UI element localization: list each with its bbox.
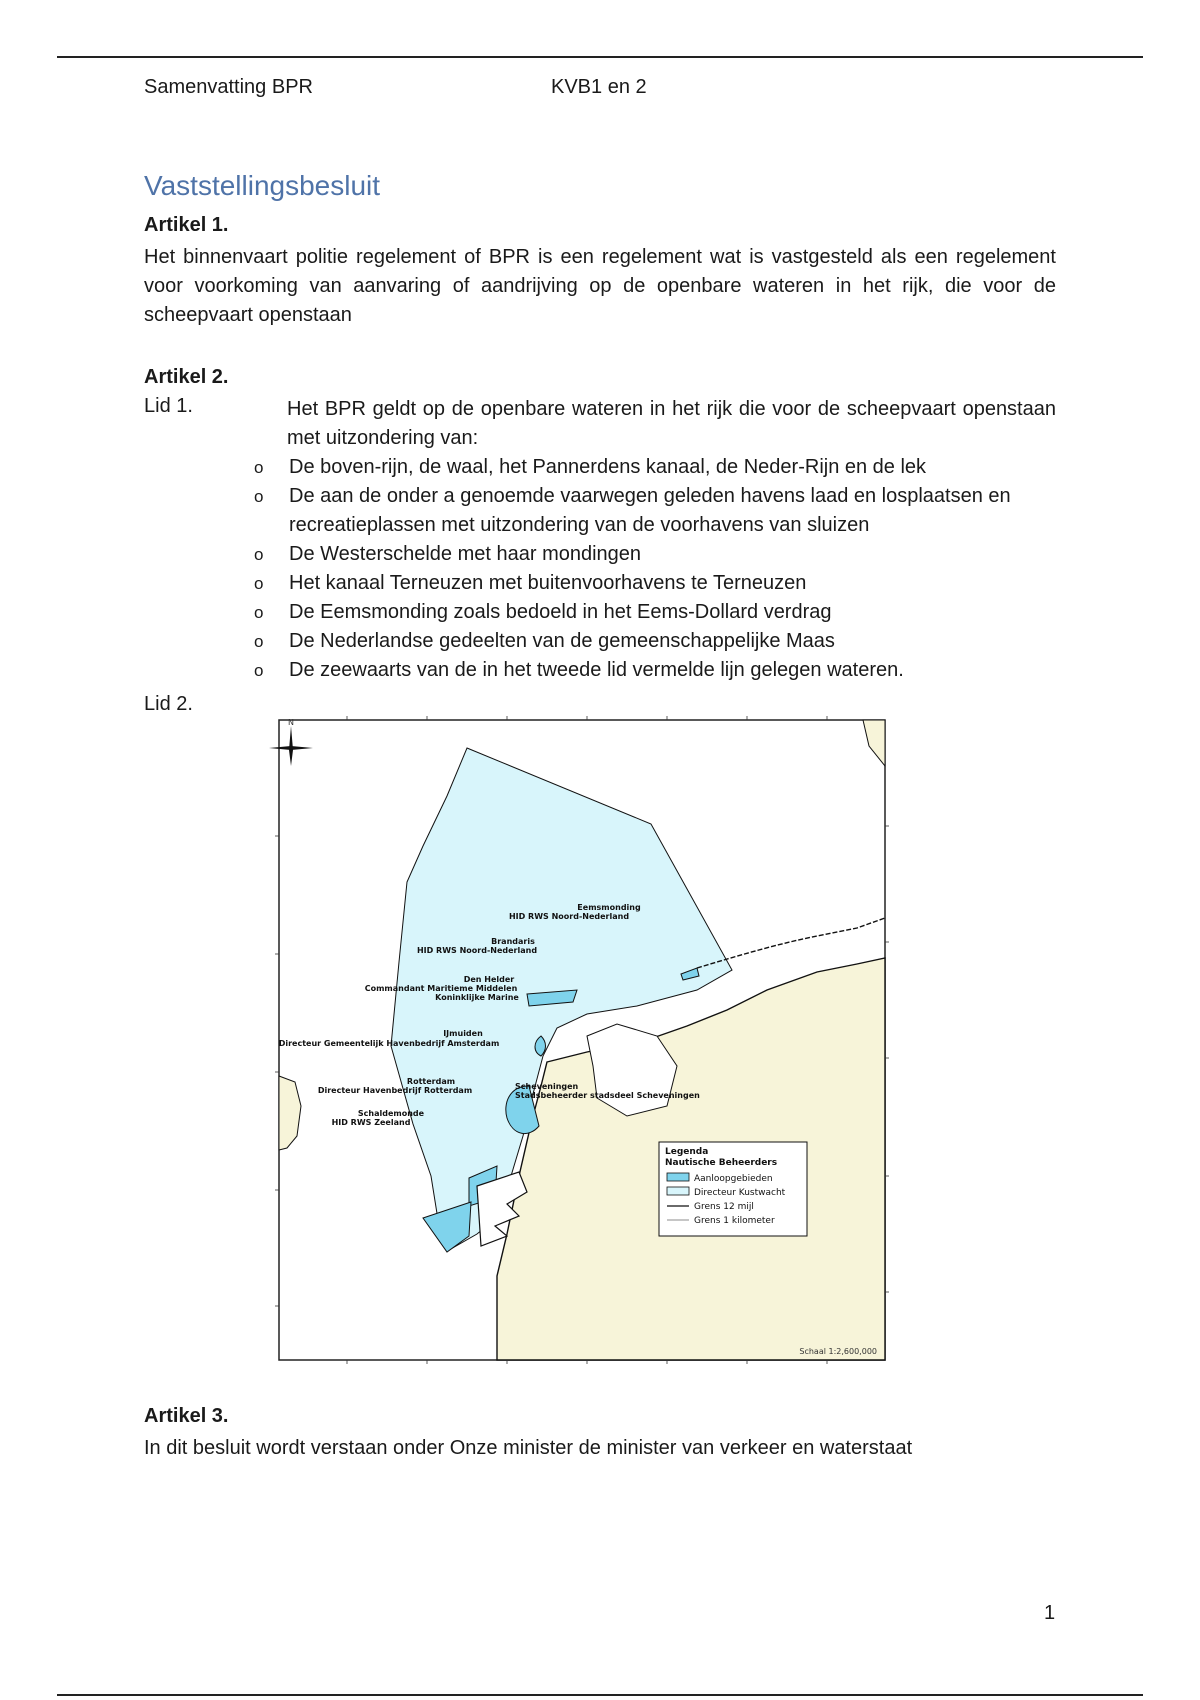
exception-text: De Eemsmonding zoals bedoeld in het Eems-Dollard verdrag — [289, 601, 832, 623]
legend-item: Grens 1 kilometer — [694, 1216, 775, 1226]
header-document-title: Samenvatting BPR — [144, 76, 313, 98]
map-label: Directeur Havenbedrijf Rotterdam — [317, 1086, 473, 1095]
map-label: Scheveningen — [515, 1082, 579, 1091]
bullet-icon: o — [254, 487, 264, 506]
artikel-1-heading: Artikel 1. — [144, 214, 229, 236]
map-label: Commandant Maritieme Middelen — [364, 984, 518, 993]
exception-text: De boven-rijn, de waal, het Pannerdens kanaal, de Neder-Rijn en de lek — [289, 456, 927, 478]
map-scale: Schaal 1:2,600,000 — [799, 1347, 877, 1356]
exception-text: De Nederlandse gedeelten van de gemeenschappelijke Maas — [289, 630, 835, 652]
header-course-label: KVB1 en 2 — [551, 76, 647, 98]
map-legend — [659, 1142, 807, 1236]
legend-item: Grens 12 mijl — [694, 1202, 754, 1212]
map-label: HID RWS Zeeland — [331, 1118, 411, 1127]
header-rule — [57, 56, 1143, 58]
exception-text: De zeewaarts van de in het tweede lid vermelde lijn gelegen wateren. — [289, 659, 904, 681]
lid-1-text: Het BPR geldt op de openbare wateren in het rijk die voor de scheepvaart openstaan met uitzondering van: — [287, 398, 1056, 449]
nautical-authorities-map — [257, 706, 899, 1368]
artikel-2-heading: Artikel 2. — [144, 366, 229, 388]
lid-1-label: Lid 1. — [144, 395, 193, 417]
bullet-icon: o — [254, 661, 264, 680]
legend-title: Legenda — [665, 1147, 709, 1157]
bullet-icon: o — [254, 574, 264, 593]
legend-item: Directeur Kustwacht — [694, 1188, 786, 1198]
list-item — [250, 540, 1056, 569]
bullet-icon: o — [254, 603, 264, 622]
list-item — [250, 627, 1056, 656]
map-label: Stadsbeheerder stadsdeel Scheveningen — [515, 1091, 700, 1100]
page-number: 1 — [1044, 1602, 1056, 1624]
map-label: Eemsmonding — [577, 903, 641, 912]
map-label: Den Helder — [463, 975, 515, 984]
map-label: Koninklijke Marine — [435, 993, 519, 1002]
map-label: IJmuiden — [443, 1029, 483, 1038]
section-title: Vaststellingsbesluit — [144, 170, 381, 201]
map-label: HID RWS Noord-Nederland — [416, 946, 538, 955]
list-item — [250, 598, 1056, 627]
legend-swatch-approach — [667, 1173, 689, 1181]
exception-text: De Westerschelde met haar mondingen — [289, 543, 642, 565]
map-label: Directeur Gemeentelijk Havenbedrijf Amsterdam — [278, 1039, 500, 1048]
map-label: HID RWS Noord-Nederland — [508, 912, 630, 921]
artikel-3-heading: Artikel 3. — [144, 1405, 229, 1427]
list-item — [250, 482, 1056, 540]
exceptions-list — [250, 453, 1056, 685]
map-label: Rotterdam — [406, 1077, 456, 1086]
map-label: Schaldemonde — [357, 1109, 425, 1118]
bullet-icon: o — [254, 458, 264, 477]
bullet-icon: o — [254, 632, 264, 651]
bullet-icon: o — [254, 545, 264, 564]
artikel-3-text: In dit besluit wordt verstaan onder Onze minister de minister van verkeer en waterstaat — [144, 1437, 913, 1459]
map-label: Brandaris — [491, 937, 535, 946]
lid-2-label: Lid 2. — [144, 693, 193, 715]
exception-text: De aan de onder a genoemde vaarwegen geleden havens laad en losplaatsen en recreatieplassen met uitzondering van de voorhavens van sluizen — [289, 485, 1011, 536]
legend-item: Aanloopgebieden — [694, 1174, 773, 1184]
exception-text: Het kanaal Terneuzen met buitenvoorhavens te Terneuzen — [289, 572, 807, 594]
list-item — [250, 453, 1056, 482]
legend-subtitle: Nautische Beheerders — [665, 1158, 778, 1168]
legend-swatch-kustwacht — [667, 1187, 689, 1195]
footer-rule — [57, 1694, 1143, 1696]
artikel-1-text: Het binnenvaart politie regelement of BPR is een regelement wat is vastgesteld als een regelement voor voorkoming van aanvaring of aandrijving op de openbare wateren in het rijk, die voor de scheepvaart openstaan — [144, 246, 1056, 326]
list-item — [250, 656, 1056, 685]
list-item — [250, 569, 1056, 598]
north-label: N — [288, 718, 294, 727]
